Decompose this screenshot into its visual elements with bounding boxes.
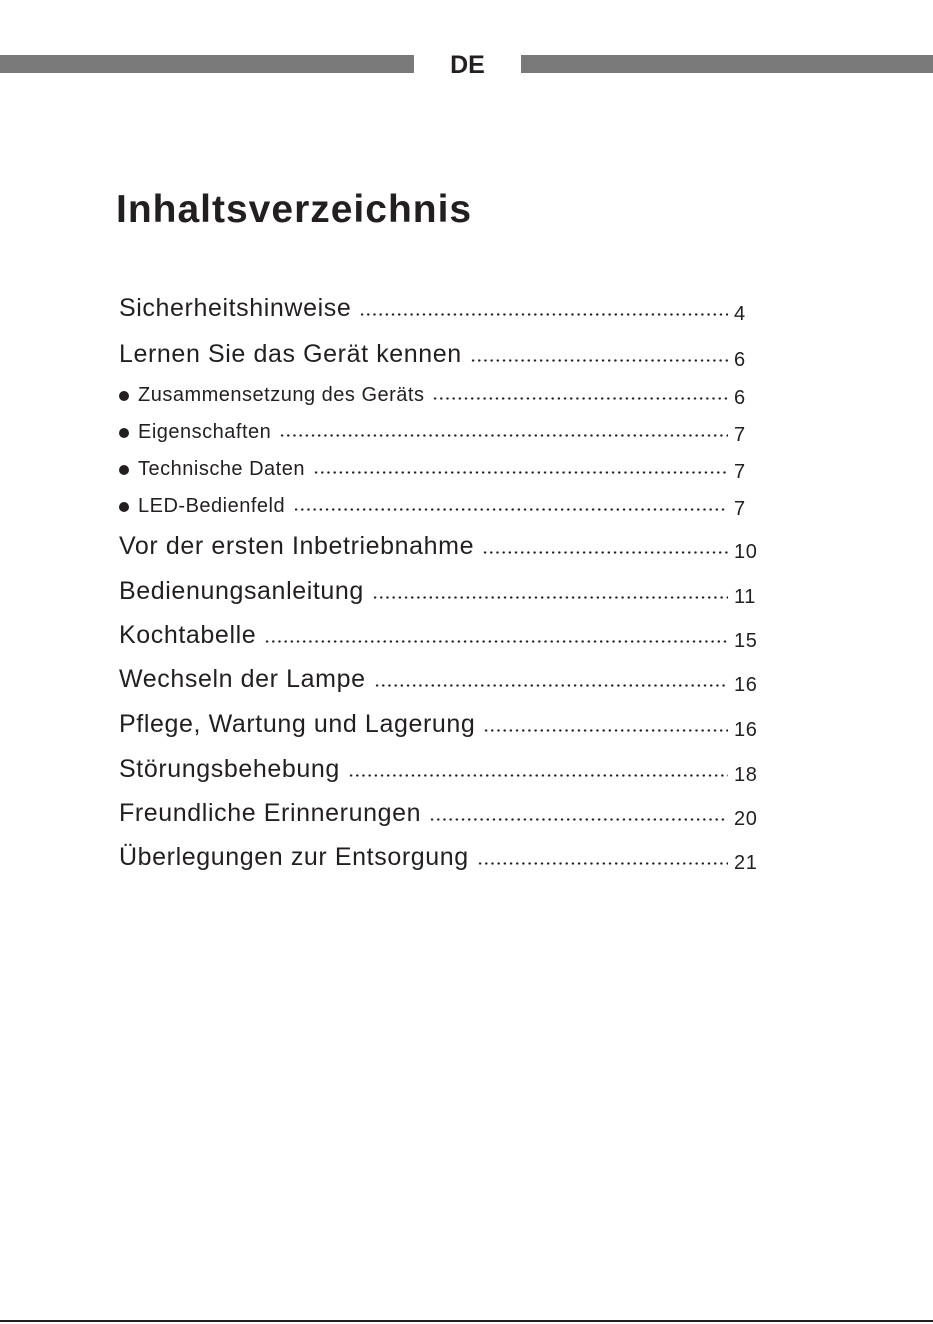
dot-leader (313, 471, 728, 474)
toc-entry-label: Eigenschaften (138, 421, 272, 443)
toc-entry-label: Freundliche Erinnerungen (119, 799, 422, 827)
toc-entry-page: 16 (734, 674, 758, 696)
toc-entry-page: 6 (734, 349, 746, 371)
bullet-icon (119, 391, 129, 401)
toc-entry-label: Bedienungsanleitung (119, 577, 364, 605)
dot-leader (359, 313, 728, 316)
toc-entry-page: 4 (734, 303, 746, 325)
dot-leader (374, 684, 728, 687)
toc-entry[interactable] (119, 292, 762, 324)
toc-entry-page: 7 (734, 461, 746, 483)
toc-entry-label: Vor der ersten Inbetriebnahme (119, 532, 475, 560)
toc-entry[interactable] (119, 530, 762, 562)
language-code: DE (450, 51, 485, 79)
toc-entry-label: Überlegungen zur Entsorgung (119, 843, 469, 871)
bottom-rule (0, 1320, 933, 1322)
dot-leader (432, 397, 728, 400)
toc-entry-label: Lernen Sie das Gerät kennen (119, 340, 462, 368)
toc-subentry[interactable] (119, 419, 762, 445)
toc-entry-page: 6 (734, 387, 746, 409)
toc-entry[interactable] (119, 338, 762, 370)
toc-entry[interactable] (119, 663, 762, 695)
toc-subentry[interactable] (119, 493, 762, 519)
toc-entry-label: LED-Bedienfeld (138, 495, 286, 517)
toc-entry-page: 20 (734, 808, 758, 830)
dot-leader (372, 596, 728, 599)
dot-leader (483, 729, 728, 732)
toc-entry-label: Wechseln der Lampe (119, 665, 366, 693)
dot-leader (429, 818, 728, 821)
toc-entry-page: 7 (734, 498, 746, 520)
toc-subentry[interactable] (119, 456, 762, 482)
toc-entry-page: 15 (734, 630, 758, 652)
toc-entry-page: 16 (734, 719, 758, 741)
dot-leader (293, 508, 728, 511)
toc-entry[interactable] (119, 841, 762, 873)
toc-entry[interactable] (119, 797, 762, 829)
toc-entry-page: 11 (734, 586, 756, 608)
dot-leader (482, 551, 728, 554)
toc-entry[interactable] (119, 619, 762, 651)
dot-leader (348, 774, 728, 777)
bullet-icon (119, 428, 129, 438)
toc-entry-page: 7 (734, 424, 746, 446)
dot-leader (477, 862, 728, 865)
bullet-icon (119, 502, 129, 512)
toc-entry-page: 21 (734, 852, 758, 874)
page-title: Inhaltsverzeichnis (116, 188, 473, 231)
bullet-icon (119, 465, 129, 475)
toc-entry-label: Sicherheitshinweise (119, 294, 352, 322)
toc-entry[interactable] (119, 753, 762, 785)
toc-entry-label: Störungsbehebung (119, 755, 340, 783)
toc-entry-page: 18 (734, 764, 758, 786)
toc-entry-label: Technische Daten (138, 458, 305, 480)
toc-entry-page: 10 (734, 541, 758, 563)
dot-leader (264, 640, 728, 643)
toc-entry-label: Zusammensetzung des Geräts (138, 384, 425, 406)
dot-leader (279, 434, 728, 437)
toc-entry[interactable] (119, 708, 762, 740)
toc-subentry[interactable] (119, 382, 762, 408)
dot-leader (470, 359, 728, 362)
toc-entry-label: Kochtabelle (119, 621, 257, 649)
toc-entry-label: Pflege, Wartung und Lagerung (119, 710, 476, 738)
toc-entry[interactable] (119, 575, 762, 607)
